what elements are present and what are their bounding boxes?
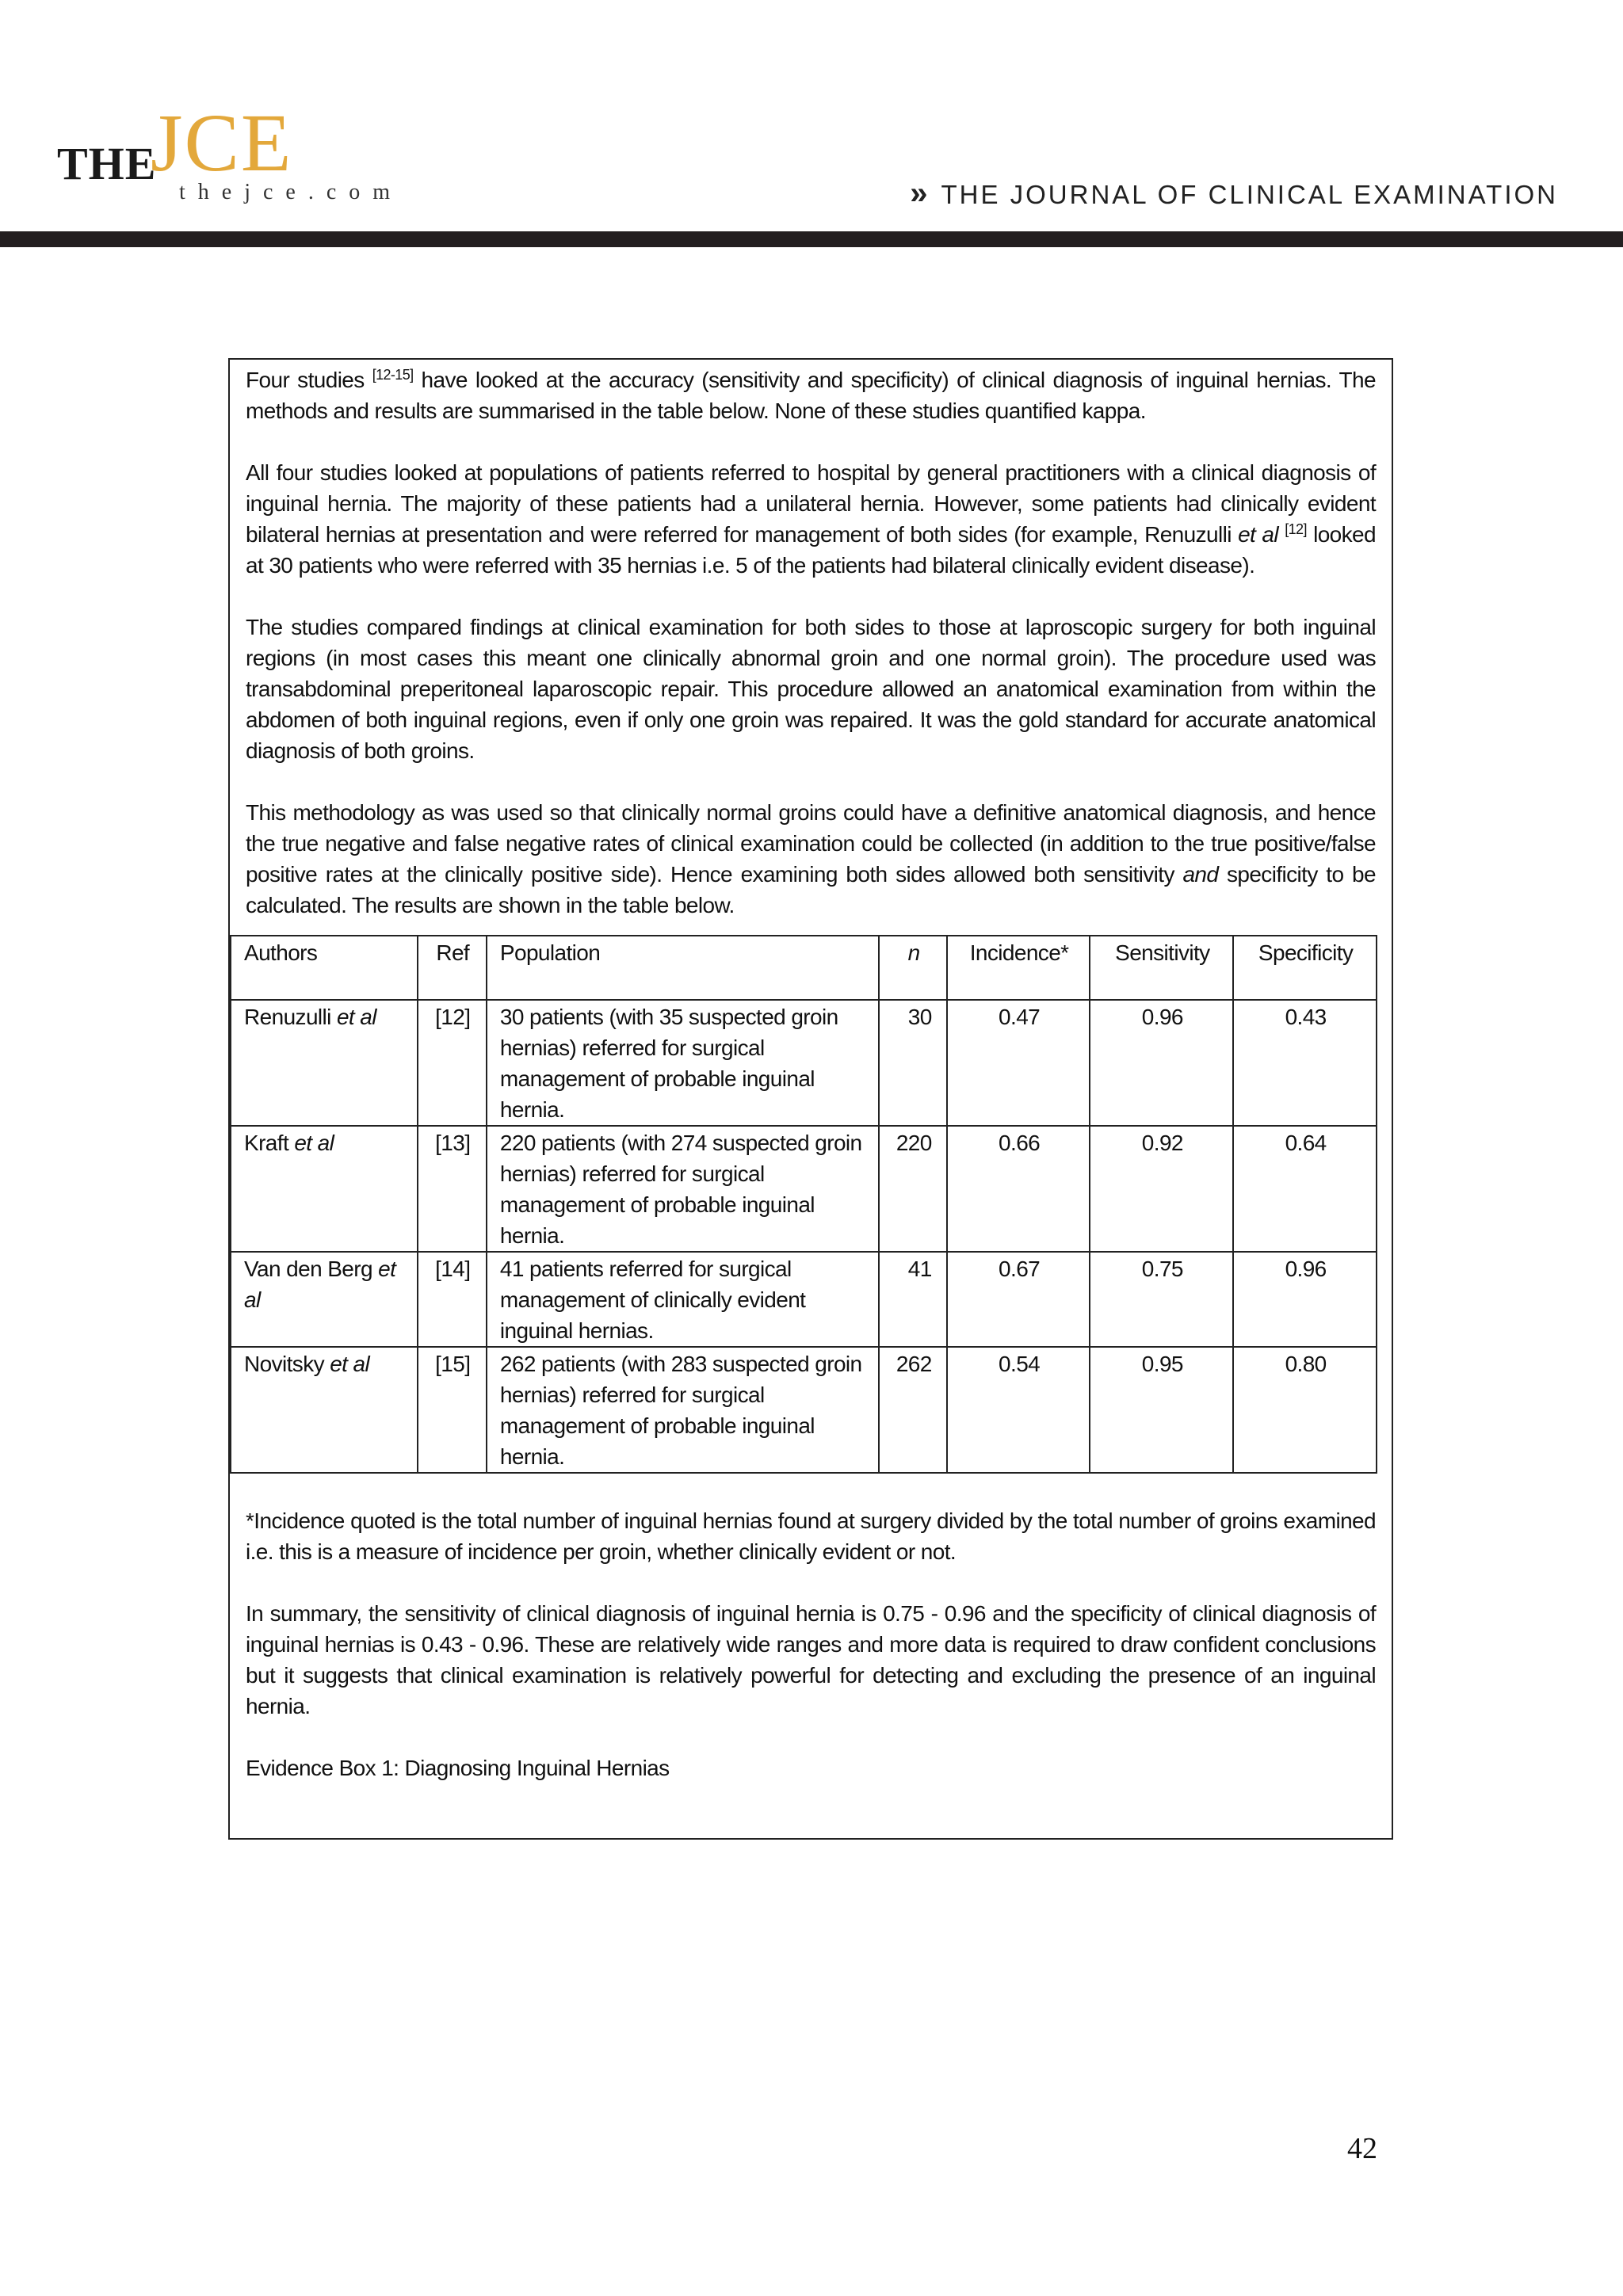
et-al-italic: et al (294, 1131, 334, 1155)
and-italic: and (1182, 862, 1219, 887)
cell-ref: [14] (418, 1252, 487, 1347)
cell-ref: [15] (418, 1347, 487, 1473)
paragraph-summary: In summary, the sensitivity of clinical diagnosis of inguinal hernia is 0.75 - 0.96 and the specificity of clinical diagnosis of inguinal hernias is 0.43 - 0.96. These are relatively wide ranges and more data is required to draw confident conclusions but it suggests that clinical examination is relatively powerful for detecting and excluding the presence of an inguinal hernia. (246, 1601, 1376, 1718)
cell-author (231, 1347, 418, 1473)
evidence-box (228, 358, 1393, 1840)
cell-ref: [13] (418, 1126, 487, 1252)
et-al-italic: et al (1238, 522, 1279, 547)
table-row (231, 1252, 1377, 1347)
citation-ref: [12-15] (372, 367, 414, 383)
et-al-italic: et al (330, 1352, 370, 1376)
logo-the-text: THE (57, 138, 157, 189)
evidence-box-caption (246, 1753, 1376, 1783)
logo-url-text: thejce.com (179, 180, 403, 204)
paragraph-populations (246, 457, 1376, 581)
cell-incidence: 0.47 (947, 1000, 1090, 1126)
text-span: specificity to be calculated. The results are shown in the table below. (246, 862, 1376, 917)
jce-logo (57, 97, 406, 210)
column-header-incidence: Incidence* (947, 936, 1090, 1000)
cell-specificity: 0.64 (1233, 1126, 1377, 1252)
author-name: Novitsky (244, 1352, 330, 1376)
cell-population: 30 patients (with 35 suspected groin hernias) referred for surgical management of probable inguinal hernia. (487, 1000, 880, 1126)
table-row (231, 1126, 1377, 1252)
cell-specificity: 0.80 (1233, 1347, 1377, 1473)
text-span: Four studies (246, 368, 372, 392)
cell-n: 41 (879, 1252, 946, 1347)
text-span: looked at 30 patients who were referred with 35 hernias i.e. 5 of the patients had bilateral clinically evident disease). (246, 522, 1376, 578)
double-chevron-right-icon: » (910, 176, 930, 211)
cell-author (231, 1126, 418, 1252)
cell-sensitivity: 0.96 (1090, 1000, 1233, 1126)
cell-sensitivity: 0.92 (1090, 1126, 1233, 1252)
caption-title: Diagnosing Inguinal Hernias (399, 1756, 670, 1780)
text-span: This methodology as was used so that clinically normal groins could have a definitive anatomical diagnosis, and hence the true negative and false negative rates of clinical examination could be collected (in addition to the true positive/false positive rates at the clinically positive side). Hence examining both sides allowed both sensitivity (246, 800, 1376, 887)
column-header-specificity: Specificity (1233, 936, 1377, 1000)
cell-population: 262 patients (with 283 suspected groin hernias) referred for surgical management of probable inguinal hernia. (487, 1347, 880, 1473)
journal-name-text: THE JOURNAL OF CLINICAL EXAMINATION (941, 180, 1558, 209)
cell-author (231, 1252, 418, 1347)
column-header-authors: Authors (231, 936, 418, 1000)
cell-sensitivity: 0.95 (1090, 1347, 1233, 1473)
cell-incidence: 0.54 (947, 1347, 1090, 1473)
journal-name (910, 176, 1558, 212)
column-header-ref: Ref (418, 936, 487, 1000)
column-header-n: n (879, 936, 946, 1000)
text-span: have looked at the accuracy (sensitivity and specificity) of clinical diagnosis of inguinal hernias. The methods and results are summarised in the table below. None of these studies quantified kappa. (246, 368, 1376, 423)
header-divider-bar (0, 231, 1623, 247)
column-header-population: Population (487, 936, 880, 1000)
cell-n: 30 (879, 1000, 946, 1126)
author-name: Kraft (244, 1131, 295, 1155)
paragraph-intro (246, 364, 1376, 426)
page-header (0, 0, 1623, 254)
citation-ref: [12] (1285, 521, 1307, 537)
cell-author (231, 1000, 418, 1126)
et-al-italic: et al (244, 1257, 396, 1312)
author-name: Van den Berg (244, 1257, 379, 1281)
studies-table (230, 935, 1377, 1474)
paragraph-methodology (246, 797, 1376, 921)
cell-n: 262 (879, 1347, 946, 1473)
author-name: Renuzulli (244, 1005, 337, 1029)
cell-specificity: 0.43 (1233, 1000, 1377, 1126)
cell-specificity: 0.96 (1233, 1252, 1377, 1347)
caption-label: Evidence Box 1: (246, 1756, 399, 1780)
cell-incidence: 0.67 (947, 1252, 1090, 1347)
page-number: 42 (1347, 2132, 1377, 2165)
table-row (231, 1000, 1377, 1126)
et-al-italic: et al (336, 1005, 376, 1029)
cell-incidence: 0.66 (947, 1126, 1090, 1252)
table-footnote: *Incidence quoted is the total number of inguinal hernias found at surgery divided by the total number of groins examined i.e. this is a measure of incidence per groin, whether clinically evident or not. (246, 1508, 1376, 1564)
cell-population: 220 patients (with 274 suspected groin hernias) referred for surgical management of probable inguinal hernia. (487, 1126, 880, 1252)
paragraph-methods: The studies compared findings at clinical examination for both sides to those at laproscopic surgery for both inguinal regions (in most cases this meant one clinically abnormal groin and one normal groin). The procedure used was transabdominal preperitoneal laparoscopic repair. This procedure allowed an anatomical examination from within the abdomen of both inguinal regions, even if only one groin was repaired. It was the gold standard for accurate anatomical diagnosis of both groins. (246, 615, 1376, 763)
column-header-sensitivity: Sensitivity (1090, 936, 1233, 1000)
table-row (231, 1347, 1377, 1473)
logo-jce-text: JCE (151, 97, 293, 189)
cell-population: 41 patients referred for surgical management of clinically evident inguinal hernias. (487, 1252, 880, 1347)
cell-sensitivity: 0.75 (1090, 1252, 1233, 1347)
cell-n: 220 (879, 1126, 946, 1252)
table-header-row (231, 936, 1377, 1000)
text-span: All four studies looked at populations of patients referred to hospital by general practitioners with a clinical diagnosis of inguinal hernia. The majority of these patients had a unilateral hernia. However, some patients had clinically evident bilateral hernias at presentation and were referred for management of both sides (for example, Renuzulli (246, 460, 1376, 547)
cell-ref: [12] (418, 1000, 487, 1126)
